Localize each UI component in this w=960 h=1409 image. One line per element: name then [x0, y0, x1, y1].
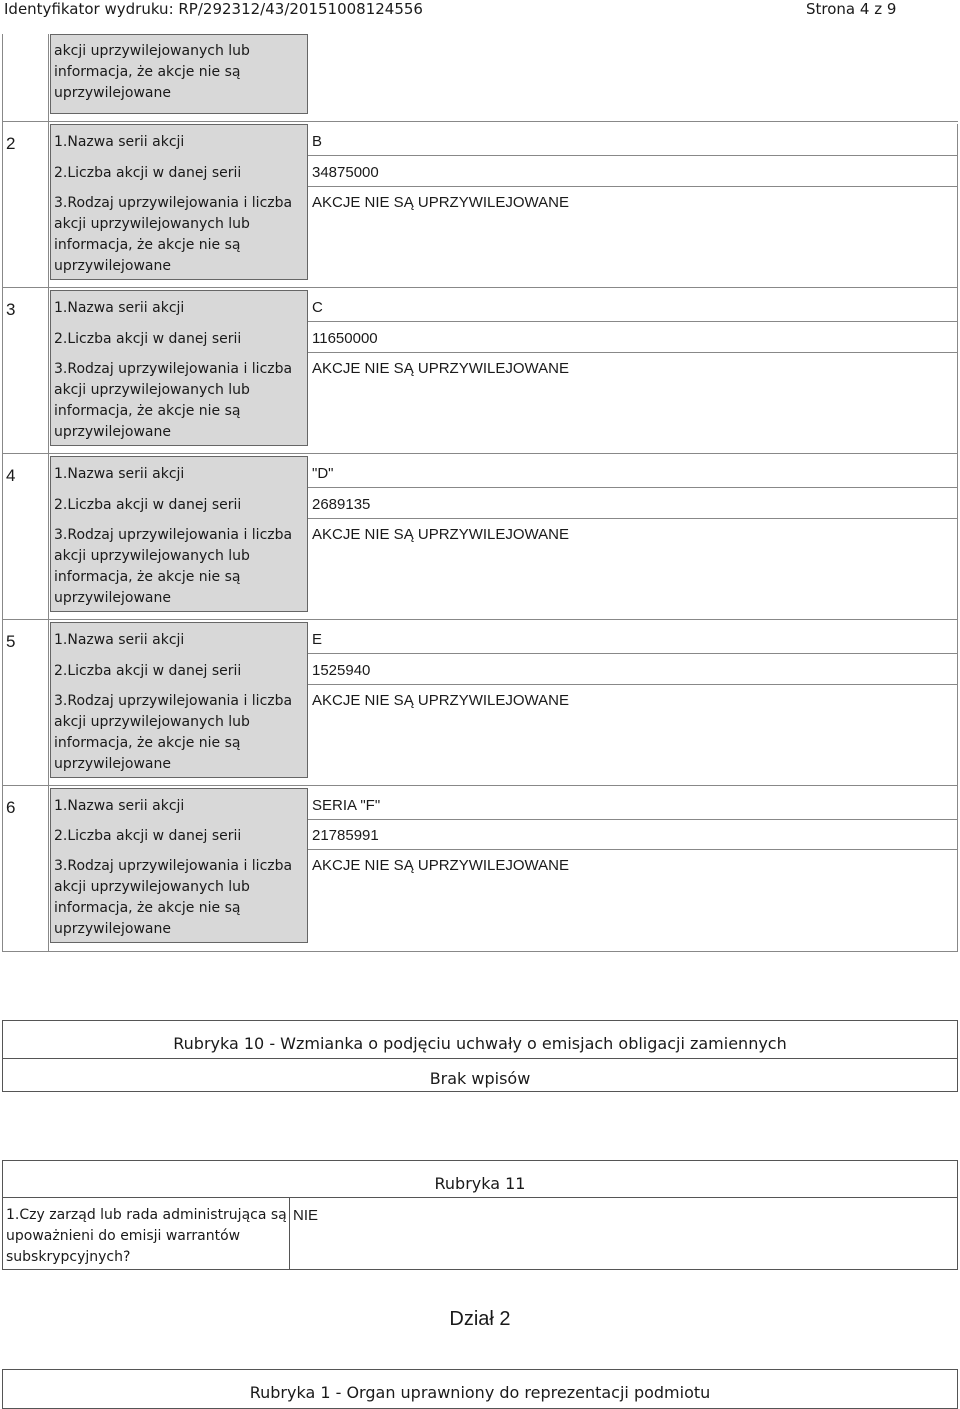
row-divider: [308, 186, 958, 187]
row-divider: [308, 684, 958, 685]
count-label: 2.Liczba akcji w danej serii: [54, 828, 242, 844]
kind-label-line-1: 3.Rodzaj uprzywilejowania i liczba: [54, 527, 293, 543]
series-count-value: 2689135: [312, 496, 371, 513]
count-label: 2.Liczba akcji w danej serii: [54, 663, 242, 679]
series-separator: [2, 287, 958, 288]
kind-label-line-4: uprzywilejowane: [54, 258, 171, 274]
rubryka-1-box: [2, 1369, 958, 1409]
continuation-label-box: [50, 34, 308, 114]
name-label: 1.Nazwa serii akcji: [54, 466, 185, 482]
row-divider: [308, 321, 958, 322]
continuation-label-line-2: informacja, że akcje nie są: [54, 64, 241, 80]
kind-label-line-1: 3.Rodzaj uprzywilejowania i liczba: [54, 858, 293, 874]
series-index: 5: [6, 632, 16, 651]
kind-label-line-4: uprzywilejowane: [54, 756, 171, 772]
series-name-value: C: [312, 299, 323, 316]
name-label: 1.Nazwa serii akcji: [54, 134, 185, 150]
kind-label-line-1: 3.Rodzaj uprzywilejowania i liczba: [54, 693, 293, 709]
series-kind-value: AKCJE NIE SĄ UPRZYWILEJOWANE: [312, 194, 569, 211]
page-number: Strona 4 z 9: [806, 0, 897, 18]
name-label: 1.Nazwa serii akcji: [54, 300, 185, 316]
series-label-box: [50, 788, 308, 943]
series-index: 6: [6, 798, 16, 817]
rubryka-10-title: Rubryka 10 - Wzmianka o podjęciu uchwały o emisjach obligacji zamiennych: [173, 1034, 787, 1053]
kind-label-line-3: informacja, że akcje nie są: [54, 569, 241, 585]
print-identifier: Identyfikator wydruku: RP/292312/43/20151008124556: [4, 0, 423, 18]
series-label-box: [50, 290, 308, 446]
kind-label-line-3: informacja, że akcje nie są: [54, 403, 241, 419]
kind-label-line-4: uprzywilejowane: [54, 921, 171, 937]
series-count-value: 21785991: [312, 827, 379, 844]
table-right-border: [957, 124, 958, 952]
kind-label-line-2: akcji uprzywilejowanych lub: [54, 714, 250, 730]
continuation-label-line-1: akcji uprzywilejowanych lub: [54, 43, 250, 59]
series-kind-value: AKCJE NIE SĄ UPRZYWILEJOWANE: [312, 857, 569, 874]
row-divider: [308, 352, 958, 353]
rubryka-11-box: [2, 1160, 958, 1270]
series-name-value: SERIA "F": [312, 797, 381, 814]
series-label-box: [50, 124, 308, 280]
rubryka-11-question-line-2: upoważnieni do emisji warrantów: [6, 1228, 241, 1244]
series-name-value: "D": [312, 465, 334, 482]
series-separator: [2, 453, 958, 454]
kind-label-line-2: akcji uprzywilejowanych lub: [54, 548, 250, 564]
series-count-value: 34875000: [312, 164, 379, 181]
count-label: 2.Liczba akcji w danej serii: [54, 331, 242, 347]
count-label: 2.Liczba akcji w danej serii: [54, 165, 242, 181]
row-divider: [308, 518, 958, 519]
series-separator: [2, 785, 958, 786]
count-label: 2.Liczba akcji w danej serii: [54, 497, 242, 513]
kind-label-line-4: uprzywilejowane: [54, 590, 171, 606]
series-separator: [2, 121, 958, 122]
series-count-value: 11650000: [312, 330, 378, 347]
rubryka-1-title: Rubryka 1 - Organ uprawniony do reprezentacji podmiotu: [249, 1383, 711, 1402]
rubryka-11-col-divider: [289, 1197, 290, 1269]
rubryka-11-question-line-3: subskrypcyjnych?: [6, 1249, 131, 1265]
kind-label-line-2: akcji uprzywilejowanych lub: [54, 216, 250, 232]
row-divider: [308, 155, 958, 156]
series-kind-value: AKCJE NIE SĄ UPRZYWILEJOWANE: [312, 360, 569, 377]
row-divider: [308, 849, 958, 850]
row-divider: [308, 819, 958, 820]
series-name-value: B: [312, 133, 323, 150]
table-bottom-border: [2, 951, 958, 952]
series-label-box: [50, 622, 308, 778]
series-count-value: 1525940: [312, 662, 371, 679]
series-index: 2: [6, 134, 16, 153]
continuation-label-line-3: uprzywilejowane: [54, 85, 171, 101]
rubryka-10-box: [2, 1020, 958, 1092]
series-index: 3: [6, 300, 16, 319]
row-divider: [308, 487, 958, 488]
name-label: 1.Nazwa serii akcji: [54, 798, 185, 814]
kind-label-line-2: akcji uprzywilejowanych lub: [54, 879, 250, 895]
rubryka-11-question-line-1: 1.Czy zarząd lub rada administrująca są: [6, 1207, 287, 1223]
series-separator: [2, 619, 958, 620]
kind-label-line-1: 3.Rodzaj uprzywilejowania i liczba: [54, 195, 293, 211]
section-title: Dział 2: [449, 1308, 511, 1330]
kind-label-line-2: akcji uprzywilejowanych lub: [54, 382, 250, 398]
rubryka-11-title: Rubryka 11: [434, 1174, 526, 1193]
table-index-divider: [48, 34, 49, 952]
rubryka-10-value: Brak wpisów: [429, 1069, 531, 1088]
kind-label-line-1: 3.Rodzaj uprzywilejowania i liczba: [54, 361, 293, 377]
series-kind-value: AKCJE NIE SĄ UPRZYWILEJOWANE: [312, 526, 569, 543]
series-index: 4: [6, 466, 16, 485]
table-left-border: [2, 34, 3, 952]
rubryka-11-answer: NIE: [293, 1207, 319, 1224]
row-divider: [308, 653, 958, 654]
kind-label-line-3: informacja, że akcje nie są: [54, 900, 241, 916]
kind-label-line-3: informacja, że akcje nie są: [54, 237, 241, 253]
kind-label-line-3: informacja, że akcje nie są: [54, 735, 241, 751]
series-kind-value: AKCJE NIE SĄ UPRZYWILEJOWANE: [312, 692, 569, 709]
rubryka-10-divider: [3, 1058, 957, 1059]
name-label: 1.Nazwa serii akcji: [54, 632, 185, 648]
series-name-value: E: [312, 631, 323, 648]
series-label-box: [50, 456, 308, 612]
kind-label-line-4: uprzywilejowane: [54, 424, 171, 440]
rubryka-11-divider: [3, 1197, 957, 1198]
